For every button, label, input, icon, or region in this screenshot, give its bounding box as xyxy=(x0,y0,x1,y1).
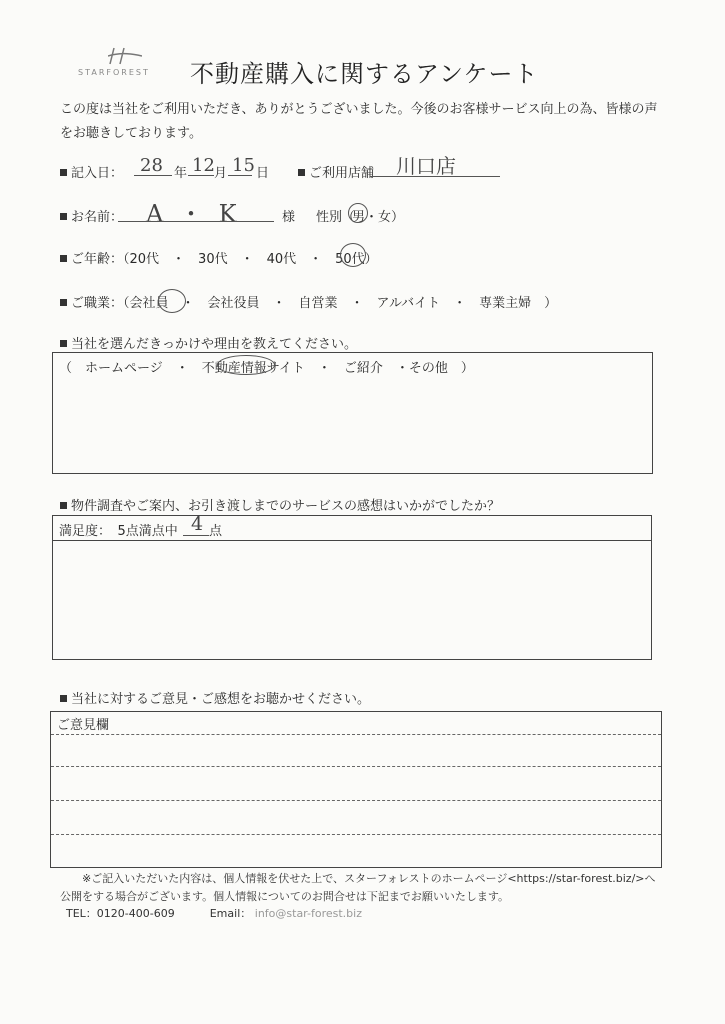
q2-title-row xyxy=(60,495,500,514)
age-label: ご年齢：（ xyxy=(71,252,130,267)
gender-label: 性別（ xyxy=(316,210,356,225)
satisfaction-header xyxy=(53,513,651,541)
starforest-logo xyxy=(78,46,174,80)
q1-options[interactable]: （ ホームページ ・ 不動産情報サイト ・ ご紹介 ・その他 ） xyxy=(59,361,474,376)
email-link[interactable]: info@star-forest.biz xyxy=(254,907,362,920)
email-label: Email： xyxy=(209,907,252,920)
q2-answer-box[interactable] xyxy=(52,515,652,660)
date-row xyxy=(60,162,123,181)
age-options[interactable]: 20代 ・ 30代 ・ 40代 ・ 50代） xyxy=(129,252,378,267)
q1-selection-circle xyxy=(217,355,275,375)
bullet-icon xyxy=(60,169,67,176)
bullet-icon xyxy=(298,169,305,176)
comment-box-label: ご意見欄 xyxy=(57,718,110,733)
q3-comment-box[interactable] xyxy=(50,711,662,868)
month-unit: 月 xyxy=(214,166,228,181)
bullet-icon xyxy=(60,255,67,262)
day-unit: 日 xyxy=(256,166,270,181)
contact-row xyxy=(66,905,362,921)
score-unit: 点 xyxy=(209,524,223,539)
date-day-value[interactable]: 15 xyxy=(232,155,255,176)
q1-title: 当社を選んだきっかけや理由を教えてください。 xyxy=(71,337,358,352)
q1-title-row xyxy=(60,333,357,352)
q3-title: 当社に対するご意見・ご感想をお聴かせください。 xyxy=(71,692,371,707)
job-selection-circle xyxy=(158,289,186,313)
q1-answer-box[interactable] xyxy=(52,352,653,474)
name-value[interactable]: A ・ K xyxy=(146,200,241,228)
satisfaction-label: 満足度： 5点満点中 xyxy=(59,524,178,539)
comment-line xyxy=(51,766,661,767)
store-value[interactable]: 川口店 xyxy=(396,154,456,178)
job-options[interactable]: 会社員 ・ 会社役員 ・ 自営業 ・ アルバイト ・ 専業主婦 ） xyxy=(129,296,558,311)
privacy-note: ※ご記入いただいた内容は、個人情報を伏せた上で、スターフォレストのホームページ<https://star-forest.biz/>へ公開をする場合がございます。個人情報についてのお問合せは下記までお願いいたします。 xyxy=(60,872,656,903)
comment-line xyxy=(51,834,661,835)
age-selection-circle xyxy=(340,243,366,267)
q2-title: 物件調査やご案内、お引き渡しまでのサービスの感想はいかがでしたか？ xyxy=(71,499,501,514)
comment-line xyxy=(51,800,661,801)
bullet-icon xyxy=(60,695,67,702)
store-row xyxy=(298,162,374,181)
bullet-icon xyxy=(60,340,67,347)
bullet-icon xyxy=(60,299,67,306)
date-month-value[interactable]: 12 xyxy=(192,155,215,176)
tel-text: TEL：0120-400-609 xyxy=(66,907,175,920)
name-label: お名前： xyxy=(71,210,124,225)
job-row xyxy=(60,292,557,311)
job-label: ご職業：（ xyxy=(71,296,130,311)
age-row xyxy=(60,248,378,267)
date-label: 記入日： xyxy=(71,166,124,181)
date-year-value[interactable]: 28 xyxy=(140,155,163,176)
q3-title-row xyxy=(60,688,370,707)
year-unit: 年 xyxy=(174,166,188,181)
name-row xyxy=(60,206,123,225)
logo-text: STARFOREST xyxy=(78,68,150,77)
bullet-icon xyxy=(60,213,67,220)
comment-line xyxy=(51,734,661,735)
gender-selection-circle xyxy=(348,203,368,223)
intro-text: この度は当社をご利用いただき、ありがとうございました。今後のお客様サービス向上の為、皆様の声をお聴きしております。 xyxy=(60,102,658,141)
store-label: ご利用店舗 xyxy=(309,166,375,181)
name-suffix: 様 xyxy=(282,210,296,225)
starforest-logo-icon xyxy=(108,46,142,66)
satisfaction-score[interactable]: 4 xyxy=(191,513,204,535)
bullet-icon xyxy=(60,502,67,509)
page-title: 不動産購入に関するアンケート xyxy=(190,60,539,88)
gender-options[interactable]: 男・女） xyxy=(352,210,405,225)
